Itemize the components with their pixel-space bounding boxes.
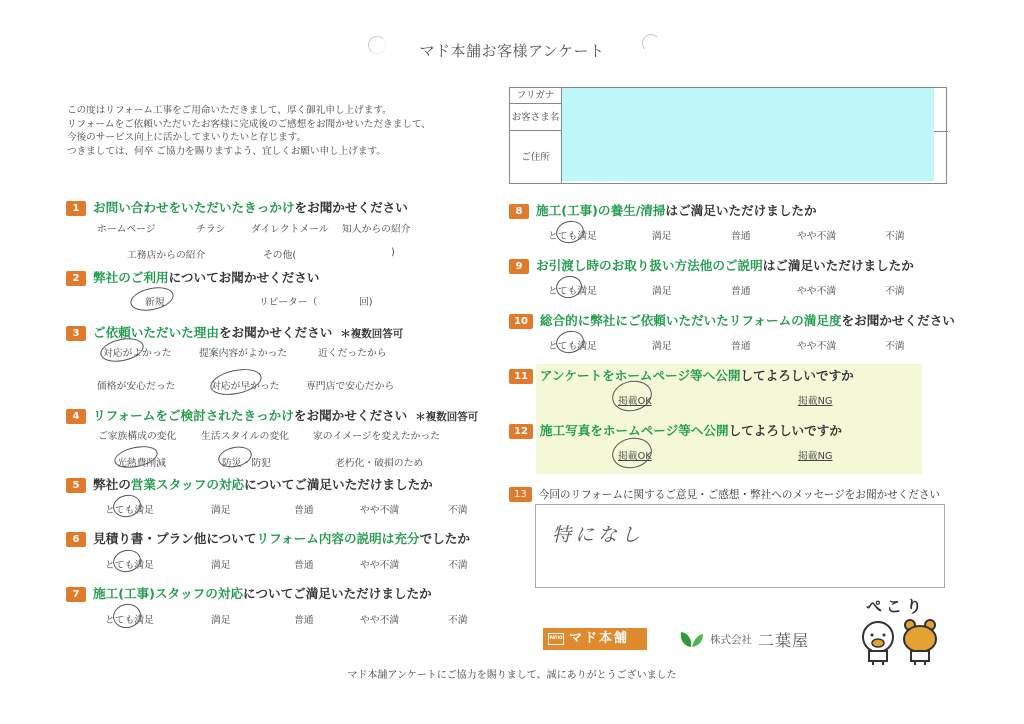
question-number-badge: 11 — [509, 369, 533, 384]
question-number-badge: 13 — [509, 487, 532, 502]
question-7 — [66, 583, 432, 602]
option-good-proposal[interactable]: 提案内容がよかった — [199, 348, 288, 359]
option-contractor-referral[interactable]: 工務店からの紹介 — [127, 250, 206, 261]
rating-satisfied[interactable]: 満足 — [211, 615, 231, 626]
rating-neutral[interactable]: 普通 — [294, 505, 314, 516]
rating-neutral[interactable]: 普通 — [731, 286, 751, 297]
rating-very-satisfied[interactable]: とても満足 — [548, 341, 597, 352]
question-text: をお聞かせください — [841, 313, 955, 328]
question-text: をお聞かせください — [218, 325, 333, 340]
option-disaster-security[interactable]: 防災・防犯 — [222, 458, 271, 469]
rating-somewhat-dissatisfied[interactable]: やや不満 — [797, 341, 837, 352]
rating-dissatisfied[interactable]: 不満 — [448, 505, 468, 516]
rating-neutral[interactable]: 普通 — [294, 615, 314, 626]
rating-somewhat-dissatisfied[interactable]: やや不満 — [360, 560, 400, 571]
question-highlight: 営業スタッフの対応 — [130, 477, 245, 492]
question-highlight: リフォームをご検討されたきっかけ — [93, 408, 294, 423]
option-aging[interactable]: 老朽化・破損のため — [335, 458, 424, 469]
option-new[interactable]: 新規 — [145, 297, 165, 308]
question-10 — [509, 310, 955, 329]
question-number-badge: 10 — [509, 314, 533, 329]
rating-satisfied[interactable]: 満足 — [211, 560, 231, 571]
rating-satisfied[interactable]: 満足 — [211, 505, 231, 516]
question-number-badge: 2 — [66, 271, 86, 286]
question-highlight: リフォーム内容の説明は充分 — [256, 531, 420, 546]
question-text: をお聞かせください — [294, 200, 408, 215]
question-text: についてご満足いただけましたか — [243, 586, 432, 601]
rating-dissatisfied[interactable]: 不満 — [448, 615, 468, 626]
question-13 — [509, 487, 940, 502]
page-title: マド本舗お客様アンケート — [419, 42, 605, 60]
option-family-change[interactable]: ご家族構成の変化 — [98, 431, 177, 442]
question-number-badge: 4 — [66, 409, 86, 424]
question-highlight: 施工写真をホームページ等へ公開 — [539, 423, 729, 438]
option-fast-response[interactable]: 対応が早かった — [211, 381, 280, 392]
question-highlight: ご依頼いただいた理由 — [93, 325, 219, 340]
rating-somewhat-dissatisfied[interactable]: やや不満 — [797, 231, 837, 242]
question-text: についてお聞かせください — [168, 270, 320, 285]
company-name: 二葉屋 — [758, 630, 810, 650]
question-highlight: お引渡し時のお取り扱い方法他のご説明 — [536, 258, 763, 273]
question-4 — [66, 405, 478, 424]
question-highlight: お問い合わせをいただいたきっかけ — [93, 200, 295, 215]
question-text: をお聞かせください — [293, 408, 408, 423]
rating-somewhat-dissatisfied[interactable]: やや不満 — [360, 505, 400, 516]
option-repeater[interactable]: リピーター（ — [259, 297, 318, 308]
question-number-badge: 8 — [509, 204, 529, 219]
name-label: お客さま名 — [510, 104, 562, 131]
question-3 — [66, 322, 403, 341]
option-direct-mail[interactable]: ダイレクトメール — [251, 224, 329, 235]
question-highlight: 施工(工事)の養生/清掃 — [536, 203, 666, 218]
intro-text — [67, 104, 431, 158]
option-photo-ng[interactable]: 掲載NG — [798, 451, 833, 462]
rating-dissatisfied[interactable]: 不満 — [885, 231, 905, 242]
intro-line: リフォームをご依頼いただいたお客様に完成後のご感想をお聞かせいただきまして、 — [67, 118, 431, 130]
option-price[interactable]: 価格が安心だった — [97, 381, 176, 392]
option-repeater-count: 回) — [359, 297, 373, 308]
question-text: についてご満足いただけましたか — [244, 477, 433, 492]
rating-neutral[interactable]: 普通 — [294, 560, 314, 571]
question-text: でしたか — [419, 531, 470, 546]
rating-satisfied[interactable]: 満足 — [652, 341, 672, 352]
question-text: 今回のリフォームに関するご意見・ご感想・弊社へのメッセージをお聞かせください — [538, 489, 941, 501]
rating-very-satisfied[interactable]: とても満足 — [105, 505, 154, 516]
option-flyer[interactable]: チラシ — [196, 224, 226, 235]
rating-somewhat-dissatisfied[interactable]: やや不満 — [360, 615, 400, 626]
option-other-close: ) — [391, 247, 395, 258]
intro-line: 今後のサービス向上に活かしてまいりたいと存じます。 — [67, 132, 307, 143]
question-12 — [509, 420, 842, 439]
intro-line: この度はリフォーム工事をご用命いただきまして、厚く御礼申し上げます。 — [67, 105, 392, 116]
option-nearby[interactable]: 近くだったから — [318, 348, 387, 359]
mado-honpo-logo — [543, 628, 647, 650]
question-text: 見積り書・プラン他について — [93, 531, 257, 546]
question-1 — [66, 197, 408, 216]
rating-very-satisfied[interactable]: とても満足 — [105, 560, 154, 571]
furigana-label: フリガナ — [510, 88, 562, 104]
question-highlight: 総合的に弊社にご依頼いただいたリフォームの満足度 — [539, 313, 842, 328]
question-5 — [66, 474, 433, 493]
option-lifestyle-change[interactable]: 生活スタイルの変化 — [201, 431, 289, 442]
question-text: してよろしいですか — [740, 368, 854, 383]
question-text: 弊社の — [93, 477, 131, 492]
question-number-badge: 12 — [509, 424, 533, 439]
rating-dissatisfied[interactable]: 不満 — [885, 286, 905, 297]
rating-somewhat-dissatisfied[interactable]: やや不満 — [797, 286, 837, 297]
rating-satisfied[interactable]: 満足 — [652, 231, 672, 242]
option-good-response[interactable]: 対応がよかった — [103, 348, 172, 359]
question-9 — [509, 255, 914, 274]
address-label: ご住所 — [510, 131, 562, 184]
rating-very-satisfied[interactable]: とても満足 — [105, 615, 154, 626]
multi-answer-note: ＊複数回答可 — [340, 328, 404, 340]
question-highlight: 施工(工事)スタッフの対応 — [93, 586, 244, 601]
option-image-change[interactable]: 家のイメージを変えたかった — [313, 431, 441, 442]
rating-satisfied[interactable]: 満足 — [652, 286, 672, 297]
customer-info-box — [509, 87, 947, 184]
question-text: はご満足いただけましたか — [762, 258, 914, 273]
patio-mark: PATIO — [548, 633, 564, 645]
rating-dissatisfied[interactable]: 不満 — [885, 341, 905, 352]
question-number-badge: 7 — [66, 587, 86, 602]
leaf-icon — [680, 630, 704, 648]
divider — [934, 131, 948, 132]
multi-answer-note: ＊複数回答可 — [415, 411, 479, 423]
option-homepage[interactable]: ホームページ — [97, 224, 156, 235]
rating-very-satisfied[interactable]: とても満足 — [548, 231, 597, 242]
question-text: はご満足いただけましたか — [665, 203, 817, 218]
question-highlight: 弊社のご利用 — [93, 270, 169, 285]
rating-neutral[interactable]: 普通 — [731, 231, 751, 242]
question-number-badge: 5 — [66, 478, 86, 493]
mascot-characters-icon — [858, 617, 948, 667]
option-photo-ok[interactable]: 掲載OK — [618, 451, 652, 462]
question-highlight: アンケートをホームページ等へ公開 — [539, 368, 741, 383]
handwritten-answer: 特になし — [552, 524, 645, 546]
intro-line: つきましては、何卒 ご協力を賜りますよう、宜しくお願い申し上げます。 — [67, 145, 386, 157]
question-2 — [66, 267, 319, 286]
pekori-label: ぺこり — [866, 597, 927, 616]
option-publish-ok[interactable]: 掲載OK — [618, 396, 652, 407]
mado-logo-text: マド本舗 — [569, 631, 630, 646]
redacted-customer-info[interactable] — [562, 88, 934, 181]
question-8 — [509, 200, 817, 219]
question-text: してよろしいですか — [728, 423, 842, 438]
question-6 — [66, 528, 470, 547]
question-number-badge: 1 — [66, 201, 86, 216]
question-number-badge: 3 — [66, 326, 86, 341]
footer-thanks: マド本舗アンケートにご協力を賜りまして、誠にありがとうございました — [347, 670, 677, 681]
option-publish-ng[interactable]: 掲載NG — [798, 396, 833, 407]
company-prefix: 株式会社 — [710, 633, 752, 646]
futabaya-logo — [680, 628, 809, 650]
rating-very-satisfied[interactable]: とても満足 — [548, 286, 597, 297]
rating-dissatisfied[interactable]: 不満 — [448, 560, 468, 571]
option-referral[interactable]: 知人からの紹介 — [342, 224, 411, 235]
rating-neutral[interactable]: 普通 — [731, 341, 751, 352]
question-number-badge: 9 — [509, 259, 529, 274]
question-11 — [509, 365, 854, 384]
option-other[interactable]: その他( — [263, 250, 297, 261]
option-specialist[interactable]: 専門店で安心だから — [306, 381, 395, 392]
option-energy-saving[interactable]: 光熱費削減 — [117, 458, 166, 469]
question-number-badge: 6 — [66, 532, 86, 547]
